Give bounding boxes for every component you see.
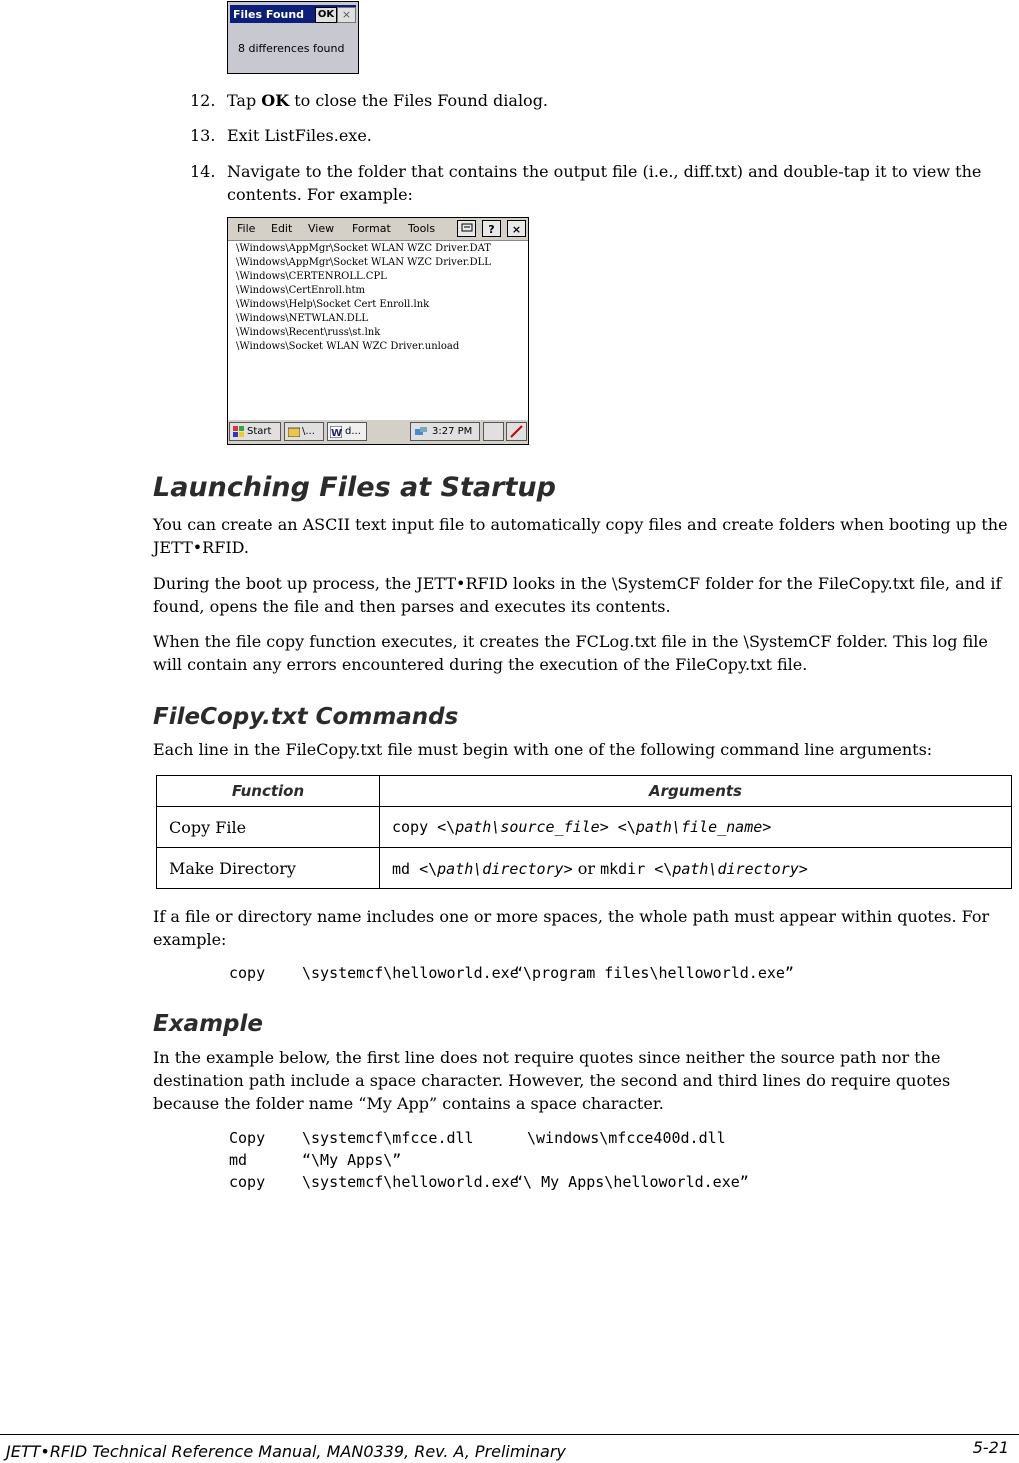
close-button[interactable]: × — [337, 7, 356, 23]
code-example-command: copy — [229, 964, 266, 982]
paragraph: In the example below, the first line does not require quotes since neither the source path nor the destination path include a space character. However, the second and third lines do require quotes because the folder name “My App” contains a space character. — [153, 1048, 951, 1113]
close-button[interactable]: × — [507, 220, 526, 237]
windows-logo-icon — [233, 426, 244, 437]
clock: 3:27 PM — [432, 426, 473, 437]
step-text: Navigate to the folder that contains the output file (i.e., diff.txt) and double-tap it to view the contents. For example: — [227, 162, 982, 204]
step-number: 13. — [190, 126, 216, 145]
paragraph: If a file or directory name includes one or more spaces, the whole path must appear within quotes. For example: — [153, 907, 990, 949]
table-row — [157, 807, 1012, 848]
table-header-function: Function — [157, 776, 380, 807]
paragraph: When the file copy function executes, it creates the FCLog.txt file in the \SystemCF folder. This log file will contain any errors encountered during the execution of the FileCopy.txt file. — [153, 632, 988, 674]
list-item: \Windows\CertEnroll.htm — [236, 285, 366, 296]
list-item: \Windows\Help\Socket Cert Enroll.lnk — [236, 299, 430, 310]
notepad-window — [227, 217, 529, 445]
paragraph: Each line in the FileCopy.txt file must begin with one of the following command line arguments: — [153, 740, 933, 759]
dialog-title-bar — [230, 5, 356, 23]
list-item: \Windows\Recent\russ\st.lnk — [236, 327, 381, 338]
start-label: Start — [247, 426, 272, 437]
menu-bar — [228, 218, 528, 241]
menu-view[interactable]: View — [308, 222, 335, 235]
section-heading-launching: Launching Files at Startup — [153, 472, 556, 503]
help-button[interactable]: ? — [482, 220, 501, 237]
table-row — [157, 848, 1012, 889]
menu-edit[interactable]: Edit — [271, 222, 293, 235]
code-line-1-dest: \windows\mfcce400d.dll — [527, 1129, 726, 1147]
table-header-row — [157, 776, 1012, 807]
wordpad-icon — [330, 426, 342, 438]
menu-format[interactable]: Format — [352, 222, 391, 235]
table-cell-function: Make Directory — [157, 848, 380, 889]
code-line-1-source: \systemcf\mfcce.dll — [302, 1129, 474, 1147]
footer-title: JETT•RFID Technical Reference Manual, MAN0339, Rev. A, Preliminary — [6, 1442, 566, 1461]
table-cell-arguments: copy <\path\source_file> <\path\file_name> — [380, 807, 1012, 848]
taskbar-task-word[interactable]: W d... — [327, 422, 367, 441]
desktop-icon[interactable] — [483, 422, 504, 441]
list-item: \Windows\AppMgr\Socket WLAN WZC Driver.DAT — [236, 243, 491, 254]
code-line-2-source: “\My Apps\” — [302, 1151, 402, 1169]
command-table — [156, 775, 1012, 889]
step-text: Tap OK to close the Files Found dialog. — [227, 91, 549, 110]
footer-divider — [0, 1434, 1019, 1435]
paragraph: You can create an ASCII text input file to automatically copy files and create folders when booting up the JETT•RFID. — [153, 515, 1008, 557]
files-found-dialog — [227, 1, 359, 74]
taskbar-task-explorer[interactable]: \... — [284, 422, 324, 441]
ok-emphasis: OK — [261, 91, 290, 110]
paragraph: During the boot up process, the JETT•RFID looks in the \SystemCF folder for the FileCopy.txt file, and if found, opens the file and then parses and executes its contents. — [153, 574, 1002, 616]
dialog-message: 8 differences found — [238, 42, 345, 55]
page-number: 5-21 — [972, 1438, 1009, 1457]
step-text: Exit ListFiles.exe. — [227, 126, 372, 145]
step-number: 12. — [190, 91, 216, 110]
table-cell-arguments: md <\path\directory> or mkdir <\path\directory> — [380, 848, 1012, 889]
section-heading-example: Example — [153, 1011, 263, 1037]
section-heading-filecopy: FileCopy.txt Commands — [153, 704, 459, 730]
keyboard-icon[interactable] — [457, 220, 476, 237]
svg-text:W: W — [331, 428, 342, 438]
code-example-source: \systemcf\helloworld.exe — [302, 964, 519, 982]
code-line-3-command: copy — [229, 1173, 266, 1191]
code-line-2-command: md — [229, 1151, 248, 1169]
file-list — [236, 242, 491, 354]
code-example-dest: “\program files\helloworld.exe” — [514, 964, 794, 982]
dialog-title: Files Found — [233, 8, 305, 21]
system-tray-clock[interactable] — [410, 422, 480, 441]
ok-button[interactable]: OK — [315, 7, 337, 23]
start-button[interactable] — [229, 422, 281, 441]
list-item: \Windows\NETWLAN.DLL — [236, 313, 369, 324]
table-cell-function: Copy File — [157, 807, 380, 848]
folder-icon — [288, 426, 300, 437]
menu-file[interactable]: File — [237, 222, 256, 235]
step-number: 14. — [190, 162, 216, 181]
taskbar — [228, 419, 528, 444]
input-panel-icon[interactable] — [506, 422, 527, 441]
code-line-3-dest: “\ My Apps\helloworld.exe” — [514, 1173, 749, 1191]
network-icon — [414, 426, 428, 437]
menu-tools[interactable]: Tools — [408, 222, 436, 235]
list-item: \Windows\Socket WLAN WZC Driver.unload — [236, 341, 460, 352]
table-header-arguments: Arguments — [380, 776, 1012, 807]
list-item: \Windows\CERTENROLL.CPL — [236, 271, 387, 282]
code-line-1-command: Copy — [229, 1129, 266, 1147]
list-item: \Windows\AppMgr\Socket WLAN WZC Driver.DLL — [236, 257, 491, 268]
code-line-3-source: \systemcf\helloworld.exe — [302, 1173, 519, 1191]
